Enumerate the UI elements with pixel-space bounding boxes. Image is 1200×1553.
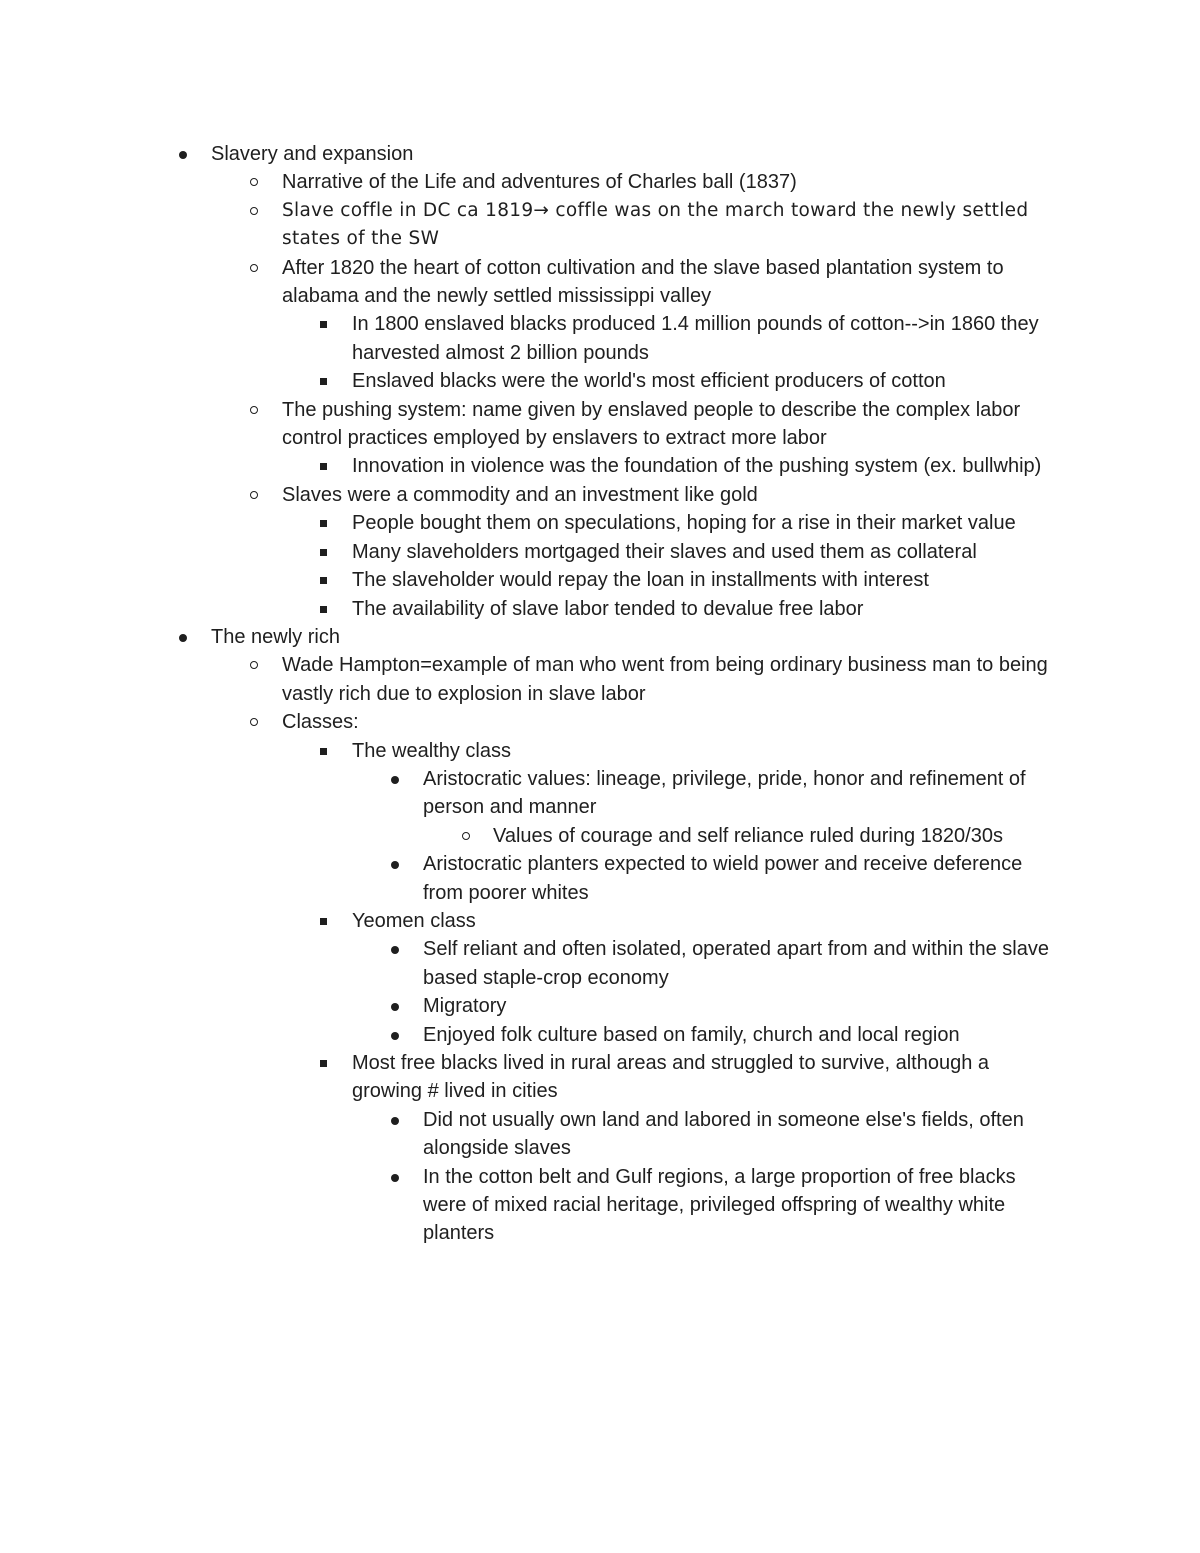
hollow-circle-bullet-icon (250, 207, 258, 215)
hollow-circle-bullet-icon (250, 178, 258, 186)
outline-item-text: Many slaveholders mortgaged their slaves and used them as collateral (352, 540, 977, 563)
hollow-circle-bullet-icon (250, 661, 258, 669)
filled-dot-bullet-icon (179, 151, 187, 159)
filled-dot-bullet-icon (391, 1032, 399, 1040)
hollow-circle-bullet-icon (250, 406, 258, 414)
outline-item-level-2 (0, 197, 1200, 254)
outline-item-text: In the cotton belt and Gulf regions, a large proportion of free blacks were of mixed racial heritage, privileged offspring of wealthy white planters (423, 1165, 1016, 1245)
outline-item-level-2 (0, 651, 1200, 708)
filled-dot-bullet-icon (391, 1117, 399, 1125)
outline-item-level-4 (0, 1106, 1200, 1163)
square-bullet-icon (320, 378, 327, 385)
outline-item-level-3 (0, 509, 1200, 537)
outline-item-level-2 (0, 481, 1200, 509)
outline-item-text: The wealthy class (352, 739, 511, 762)
square-bullet-icon (320, 520, 327, 527)
outline-item-text: Aristocratic planters expected to wield power and receive deference from poorer whites (423, 853, 1023, 904)
outline-item-level-3 (0, 310, 1200, 367)
outline-item-level-4 (0, 992, 1200, 1020)
outline-item-text: Aristocratic values: lineage, privilege, pride, honor and refinement of person and manner (423, 767, 1026, 819)
hollow-circle-bullet-icon (462, 832, 470, 840)
square-bullet-icon (320, 748, 327, 755)
outline-item-level-3 (0, 538, 1200, 566)
outline-item-level-2 (0, 254, 1200, 311)
outline-item-level-3 (0, 367, 1200, 395)
outline-item-text: Classes: (282, 711, 359, 734)
hollow-circle-bullet-icon (250, 718, 258, 726)
outline-item-level-4 (0, 850, 1200, 907)
outline-item-level-3 (0, 566, 1200, 594)
square-bullet-icon (320, 549, 327, 556)
outline-item-level-3 (0, 452, 1200, 480)
notes-list (0, 140, 1200, 1248)
outline-item-level-4 (0, 1163, 1200, 1248)
outline-item-text: Narrative of the Life and adventures of Charles ball (1837) (282, 171, 797, 194)
outline-item-level-3 (0, 907, 1200, 935)
outline-item-level-4 (0, 1021, 1200, 1049)
outline-item-level-4 (0, 765, 1200, 822)
outline-item-text: Slaves were a commodity and an investment like gold (282, 483, 758, 506)
filled-dot-bullet-icon (179, 634, 187, 642)
filled-dot-bullet-icon (391, 1003, 399, 1011)
hollow-circle-bullet-icon (250, 491, 258, 499)
square-bullet-icon (320, 918, 327, 925)
square-bullet-icon (320, 1060, 327, 1067)
outline-item-level-3 (0, 1049, 1200, 1106)
square-bullet-icon (320, 577, 327, 584)
outline-item-text: Yeomen class (352, 909, 476, 932)
outline-item-text: People bought them on speculations, hoping for a rise in their market value (352, 512, 1016, 535)
outline-item-text: Slave coffle in DC ca 1819→ coffle was on the march toward the newly settled states of the SW (282, 199, 1029, 250)
outline-item-text: In 1800 enslaved blacks produced 1.4 million pounds of cotton-->in 1860 they harvested almost 2 billion pounds (352, 313, 1039, 364)
outline-item-text: The newly rich (211, 625, 340, 648)
outline-item-text: Did not usually own land and labored in someone else's fields, often alongside slaves (423, 1108, 1024, 1160)
outline-item-level-4 (0, 935, 1200, 992)
outline-item-text: The availability of slave labor tended to devalue free labor (352, 597, 864, 620)
outline-item-text: After 1820 the heart of cotton cultivation and the slave based plantation system to alabama and the newly settled mississippi valley (282, 256, 1004, 308)
outline-item-level-2 (0, 396, 1200, 453)
outline-item-text: Migratory (423, 995, 507, 1018)
outline-item-text: Values of courage and self reliance ruled during 1820/30s (493, 824, 1003, 847)
outline-item-text: Slavery and expansion (211, 143, 414, 165)
filled-dot-bullet-icon (391, 946, 399, 954)
square-bullet-icon (320, 463, 327, 470)
outline-item-text: Enslaved blacks were the world's most efficient producers of cotton (352, 370, 946, 393)
square-bullet-icon (320, 321, 327, 328)
outline-item-level-1 (0, 623, 1200, 651)
outline-item-level-2 (0, 168, 1200, 196)
outline-item-level-5 (0, 822, 1200, 850)
outline-item-level-3 (0, 595, 1200, 623)
outline-item-text: Wade Hampton=example of man who went from being ordinary business man to being vastly rich due to explosion in slave labor (282, 654, 1048, 705)
hollow-circle-bullet-icon (250, 264, 258, 272)
outline-item-text: Enjoyed folk culture based on family, church and local region (423, 1023, 960, 1046)
outline-item-text: The slaveholder would repay the loan in installments with interest (352, 569, 929, 592)
outline-item-text: Most free blacks lived in rural areas and struggled to survive, although a growing # lived in cities (352, 1052, 990, 1103)
square-bullet-icon (320, 606, 327, 613)
outline-item-text: The pushing system: name given by enslaved people to describe the complex labor control practices employed by enslavers to extract more labor (282, 398, 1021, 450)
outline-item-level-1 (0, 140, 1200, 168)
filled-dot-bullet-icon (391, 861, 399, 869)
filled-dot-bullet-icon (391, 776, 399, 784)
outline-item-level-3 (0, 737, 1200, 765)
outline-item-text: Self reliant and often isolated, operated apart from and within the slave based staple-crop economy (423, 938, 1049, 989)
filled-dot-bullet-icon (391, 1174, 399, 1182)
outline-item-text: Innovation in violence was the foundation of the pushing system (ex. bullwhip) (352, 455, 1042, 478)
outline-item-level-2 (0, 708, 1200, 736)
